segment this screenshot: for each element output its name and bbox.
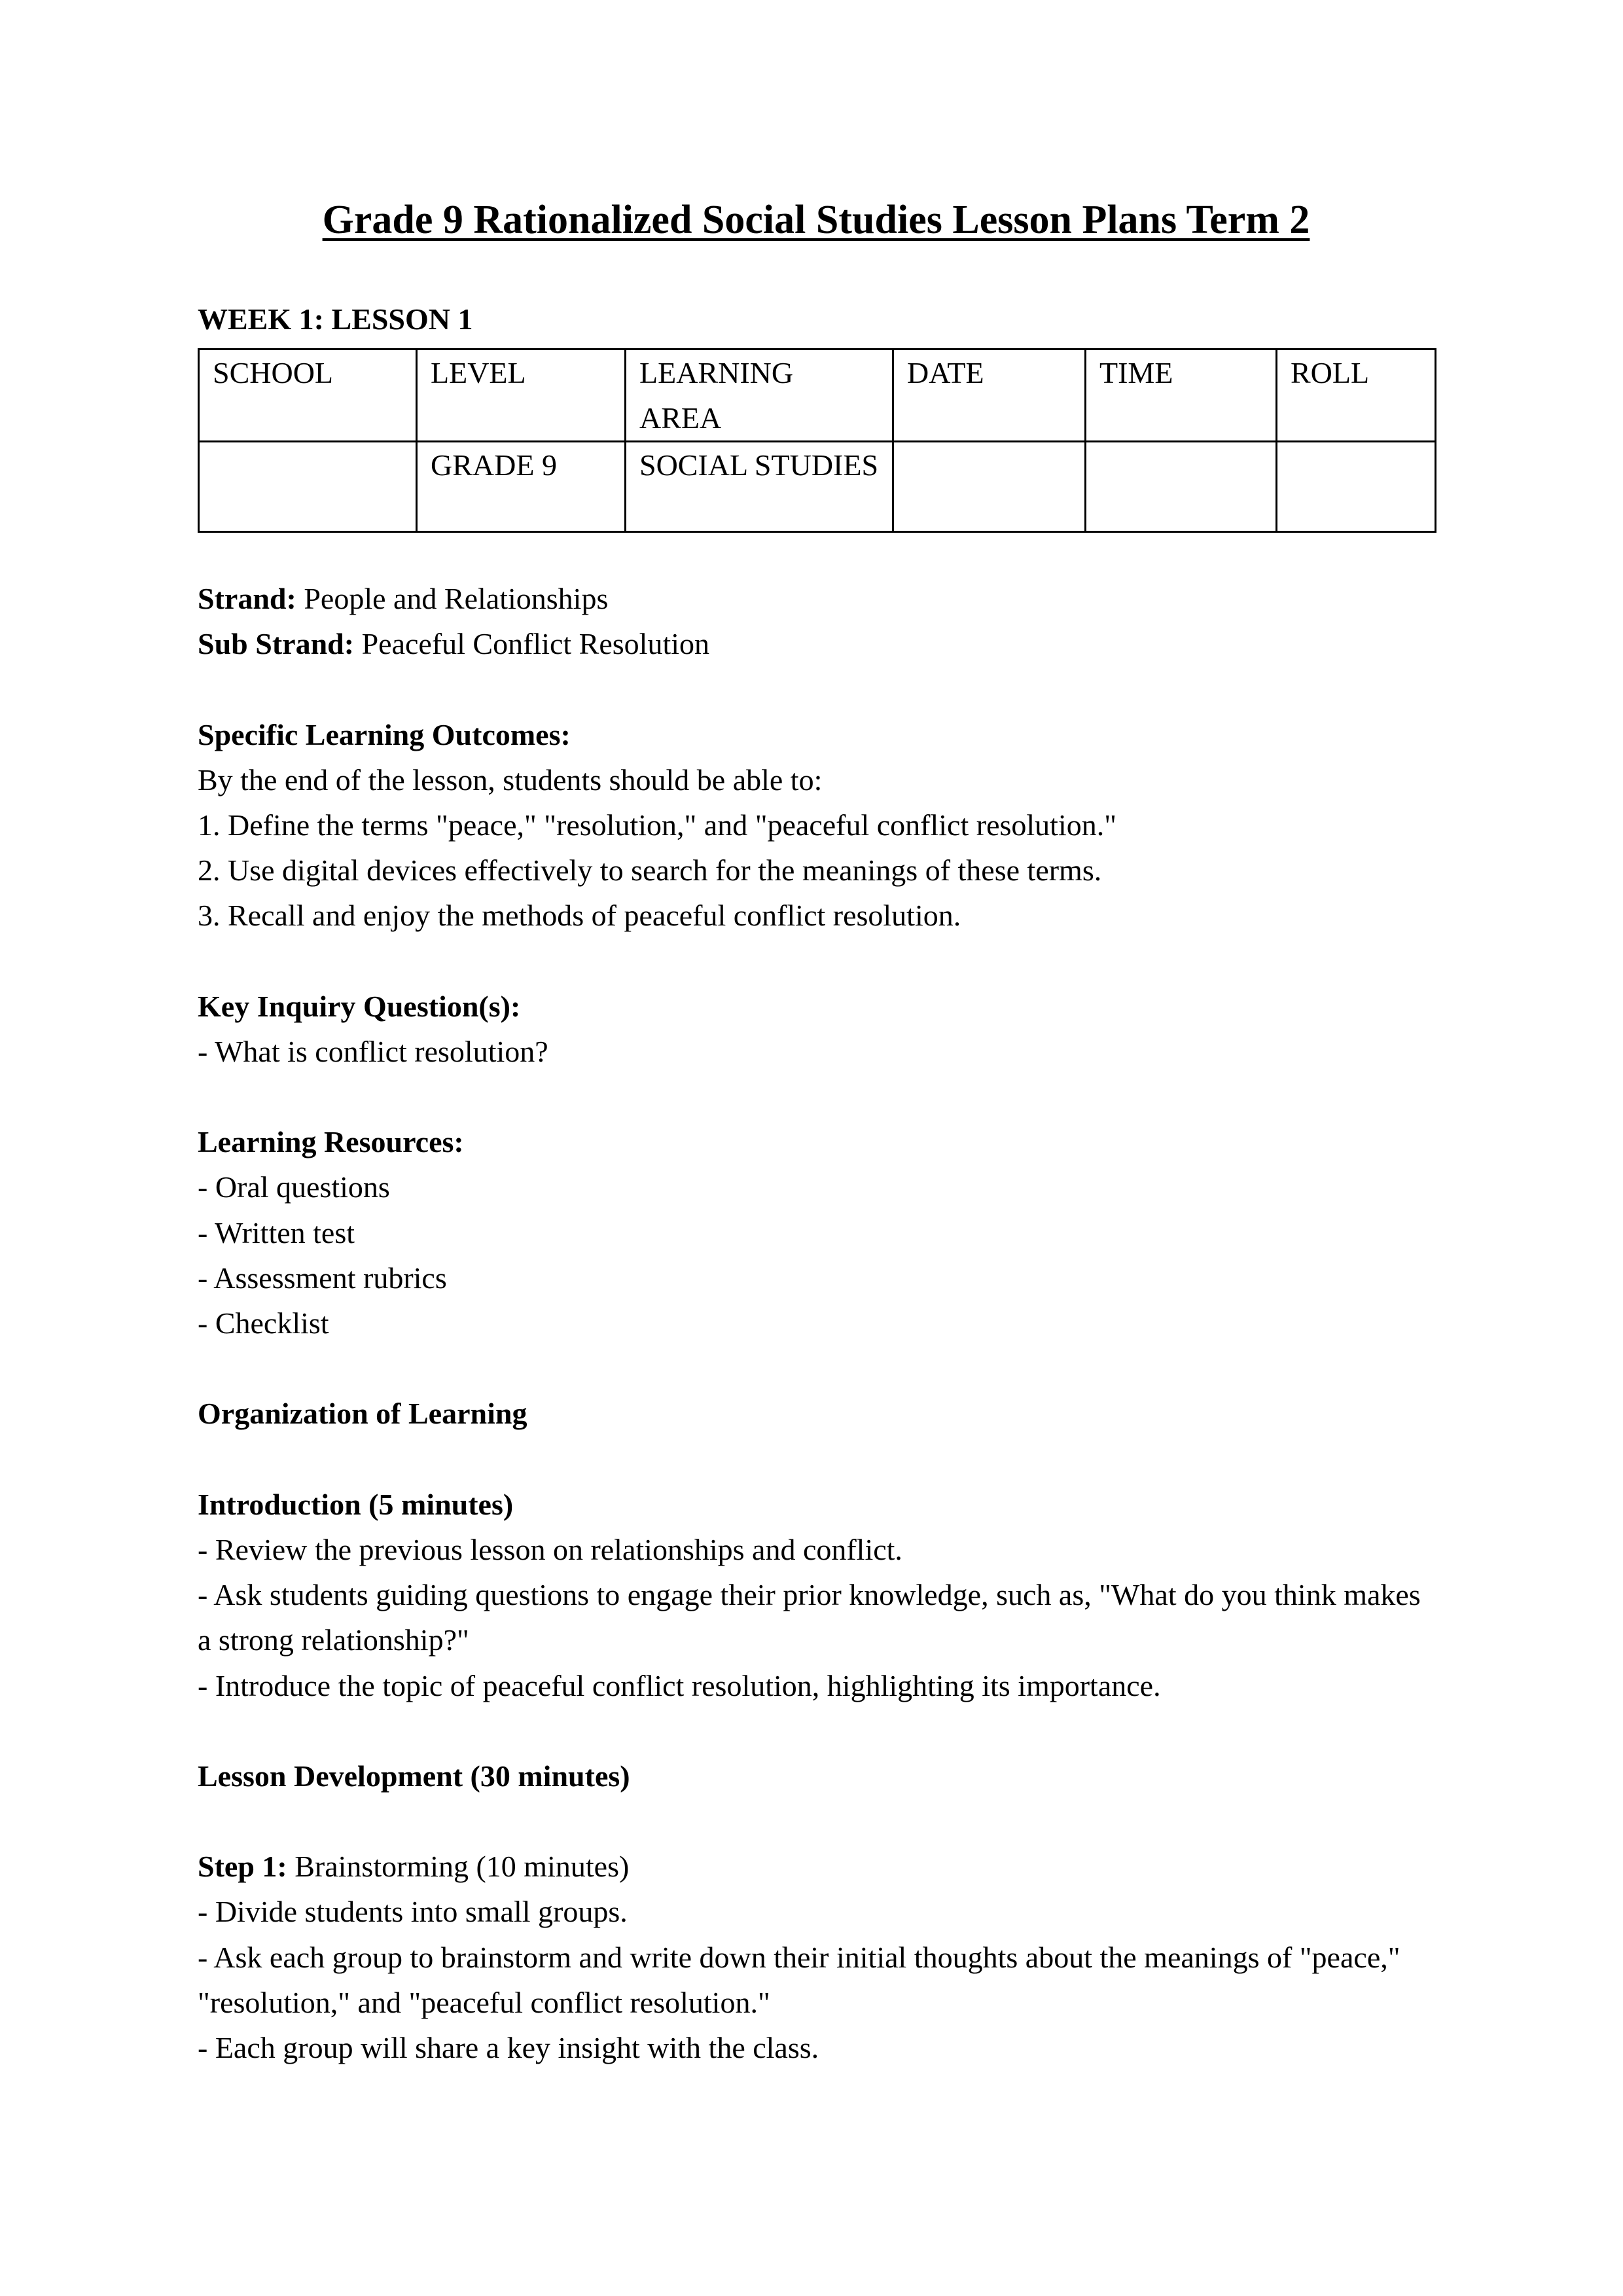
resource-item: - Checklist [198,1306,329,1340]
value-cell-date [893,442,1086,532]
outcome-item: 3. Recall and enjoy the methods of peaceful conflict resolution. [198,899,961,933]
header-cell-level: LEVEL [417,350,626,442]
sub-strand-line [198,621,1435,666]
resource-item: - Oral questions [198,1170,390,1204]
strand-value: People and Relationships [304,582,609,615]
header-cell-time: TIME [1086,350,1277,442]
key-inquiry-heading: Key Inquiry Question(s): [198,989,521,1023]
lesson-development-heading: Lesson Development (30 minutes) [198,1759,630,1793]
outcomes-intro: By the end of the lesson, students should be able to: [198,762,823,797]
header-cell-roll: ROLL [1277,350,1436,442]
value-cell-school [199,442,417,532]
key-inquiry-item: - What is conflict resolution? [198,1034,548,1068]
step1-item: - Divide students into small groups. [198,1895,628,1929]
week-heading: WEEK 1: LESSON 1 [198,302,473,336]
value-cell-learning-area: SOCIAL STUDIES [626,442,893,532]
strand-label: Strand: [198,582,296,615]
outcome-item: 1. Define the terms "peace," "resolution," and "peaceful conflict resolution." [198,808,1117,842]
introduction-item: - Introduce the topic of peaceful conflict resolution, highlighting its importance. [198,1668,1161,1702]
introduction-item: - Ask students guiding questions to engage their prior knowledge, such as, "What do you think makes a strong relationship?" [198,1578,1421,1657]
outcomes-heading: Specific Learning Outcomes: [198,717,571,751]
table-value-row [199,442,1436,532]
strand-line [198,576,1435,621]
value-cell-time [1086,442,1277,532]
lesson-info-table [198,348,1436,533]
sub-strand-value: Peaceful Conflict Resolution [361,627,710,661]
resource-item: - Assessment rubrics [198,1261,447,1295]
document-title: Grade 9 Rationalized Social Studies Lesson Plans Term 2 [322,198,1310,242]
resources-heading: Learning Resources: [198,1125,464,1159]
table-header-row [199,350,1436,442]
outcome-item: 2. Use digital devices effectively to search for the meanings of these terms. [198,853,1102,888]
header-cell-learning-area: LEARNING AREA [626,350,893,442]
lesson-body [198,576,1435,2070]
value-cell-roll [1277,442,1436,532]
step1-label: Step 1: [198,1850,287,1884]
organization-heading: Organization of Learning [198,1397,527,1431]
introduction-heading: Introduction (5 minutes) [198,1487,514,1521]
introduction-item: - Review the previous lesson on relationships and conflict. [198,1532,902,1566]
step1-item: - Each group will share a key insight with the class. [198,2031,819,2065]
header-cell-date: DATE [893,350,1086,442]
value-cell-level: GRADE 9 [417,442,626,532]
step1-item: - Ask each group to brainstorm and write down their initial thoughts about the meanings of "peace," "resolution," and "peaceful conflict resolution." [198,1940,1400,2019]
resource-item: - Written test [198,1215,355,1249]
step1-title: Brainstorming (10 minutes) [294,1850,630,1884]
step1-heading [198,1844,1435,1889]
sub-strand-label: Sub Strand: [198,627,355,661]
header-cell-school: SCHOOL [199,350,417,442]
